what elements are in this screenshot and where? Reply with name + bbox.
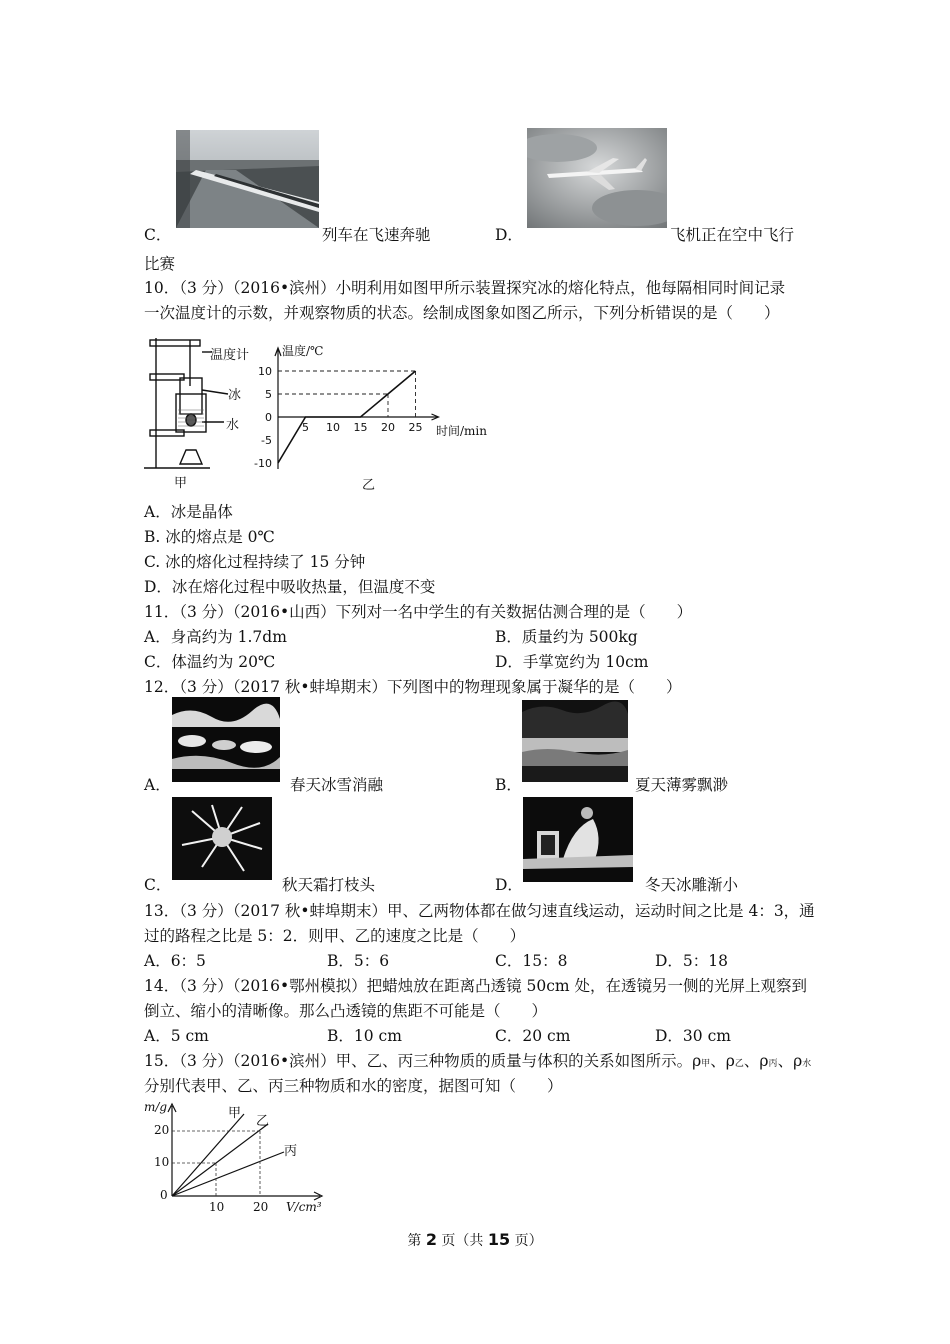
q14-option-b: B．10 cm bbox=[327, 1027, 402, 1045]
q10-option-d: D．冰在熔化过程中吸收热量，但温度不变 bbox=[144, 578, 436, 596]
frost-branch-photo bbox=[172, 797, 272, 880]
ice-label: 冰 bbox=[228, 388, 242, 403]
q11-option-a: A．身高约为 1.7dm bbox=[144, 628, 287, 646]
q9-option-c-caption: 列车在飞速奔驰 bbox=[322, 226, 431, 244]
q10-stem-line2: 一次温度计的示数，并观察物质的状态。绘制成图象如图乙所示，下列分析错误的是（ ） bbox=[144, 304, 780, 322]
x-axis-label: 时间/min bbox=[436, 424, 487, 438]
x-tick-label: 15 bbox=[353, 421, 368, 434]
q12-option-c-label: C． bbox=[144, 876, 172, 894]
q12-option-d-label: D． bbox=[495, 876, 523, 894]
x-tick-label: 20 bbox=[381, 421, 395, 434]
line-label-yi: 乙 bbox=[256, 1114, 270, 1129]
q13-option-a: A．6：5 bbox=[144, 952, 206, 970]
rho-bing: ρ丙 bbox=[759, 1052, 778, 1070]
q14-option-a: A．5 cm bbox=[144, 1027, 209, 1045]
rho-jia: ρ甲 bbox=[692, 1052, 711, 1070]
q15-stem-text: 15．（3 分）（2016•滨州）甲、乙、丙三种物质的质量与体积的关系如图所示。 bbox=[144, 1052, 693, 1070]
q10-option-a: A．冰是晶体 bbox=[144, 503, 233, 521]
q15-mass-volume-figure bbox=[140, 1100, 340, 1220]
q11-option-c: C．体温约为 20℃ bbox=[144, 653, 276, 671]
q14-option-d: D．30 cm bbox=[655, 1027, 731, 1045]
airplane-photo bbox=[527, 128, 667, 228]
thermometer-label: 温度计 bbox=[210, 348, 250, 363]
q9-caption-continuation: 比赛 bbox=[144, 255, 176, 273]
line-label-jia: 甲 bbox=[228, 1106, 242, 1121]
q14-option-c: C．20 cm bbox=[495, 1027, 571, 1045]
line-label-bing: 丙 bbox=[284, 1144, 298, 1159]
y-tick-label: -10 bbox=[254, 457, 272, 470]
q13-stem-line1: 13．（3 分）（2017 秋•蚌埠期末）甲、乙两物体都在做匀速直线运动，运动时间之比是 4：3，通 bbox=[144, 902, 815, 920]
q15-stem-line1: 15．（3 分）（2016•滨州）甲、乙、丙三种物质的质量与体积的关系如图所示。ρ甲、ρ乙、ρ丙、ρ水 bbox=[144, 1052, 812, 1070]
water-label: 水 bbox=[226, 418, 240, 433]
q11-option-b: B．质量约为 500kg bbox=[495, 628, 638, 646]
train-photo bbox=[176, 130, 319, 228]
page-total: 15 bbox=[487, 1230, 511, 1249]
rho-yi: ρ乙 bbox=[725, 1052, 744, 1070]
q10-stem-line1: 10．（3 分）（2016•滨州）小明利用如图甲所示装置探究冰的熔化特点，他每隔相同时间记录 bbox=[144, 279, 786, 297]
q14-stem-line2: 倒立、缩小的清晰像。那么凸透镜的焦距不可能是（ ） bbox=[144, 1002, 548, 1020]
y-tick-label: 10 bbox=[258, 365, 272, 378]
q12-option-a-label: A． bbox=[144, 776, 171, 794]
q9-option-d-caption: 飞机正在空中飞行 bbox=[670, 226, 795, 244]
y-axis-label: 温度/℃ bbox=[282, 344, 324, 358]
q13-stem-line2: 过的路程之比是 5：2．则甲、乙的速度之比是（ ） bbox=[144, 927, 526, 945]
x-tick-label: 25 bbox=[408, 421, 423, 434]
q15-stem-line2: 分别代表甲、乙、丙三种物质和水的密度，据图可知（ ） bbox=[144, 1077, 563, 1095]
x-tick-10: 10 bbox=[209, 1200, 225, 1214]
mist-photo bbox=[522, 700, 628, 782]
y-tick-label: -5 bbox=[261, 434, 272, 447]
q11-option-d: D．手掌宽约为 10cm bbox=[495, 653, 649, 671]
q12-option-a-caption: 春天冰雪消融 bbox=[290, 776, 384, 794]
x-tick-20: 20 bbox=[253, 1200, 269, 1214]
mass-axis-label: m/g bbox=[144, 1100, 168, 1114]
y-tick-20: 20 bbox=[154, 1123, 170, 1137]
q10-option-c: C. 冰的熔化过程持续了 15 分钟 bbox=[144, 553, 366, 571]
q11-stem: 11．（3 分）（2016•山西）下列对一名中学生的有关数据估测合理的是（ ） bbox=[144, 603, 693, 621]
snow-melting-photo bbox=[172, 697, 280, 782]
y-tick-label: 0 bbox=[265, 411, 272, 424]
page-number: 2 bbox=[425, 1230, 437, 1249]
ice-sculpture-photo bbox=[523, 797, 633, 882]
q12-option-b-label: B． bbox=[495, 776, 522, 794]
y-tick-label: 5 bbox=[265, 388, 272, 401]
figure-jia-label: 甲 bbox=[174, 476, 188, 491]
q12-option-c-caption: 秋天霜打枝头 bbox=[282, 876, 376, 894]
q9-option-c-label: C． bbox=[144, 226, 172, 244]
page-footer: 第 2 页（共 15 页） bbox=[407, 1230, 543, 1249]
x-tick-label: 5 bbox=[302, 421, 309, 434]
q13-option-b: B．5：6 bbox=[327, 952, 390, 970]
q14-stem-line1: 14．（3 分）（2016•鄂州模拟）把蜡烛放在距离凸透镜 50cm 处，在透镜另一侧的光屏上观察到 bbox=[144, 977, 808, 995]
q12-option-d-caption: 冬天冰雕渐小 bbox=[645, 876, 739, 894]
y-tick-0: 0 bbox=[160, 1188, 168, 1202]
y-tick-10: 10 bbox=[154, 1155, 170, 1169]
q9-option-d-label: D． bbox=[495, 226, 523, 244]
x-tick-label: 10 bbox=[326, 421, 340, 434]
q13-option-d: D．5：18 bbox=[655, 952, 729, 970]
q10-option-b: B. 冰的熔点是 0℃ bbox=[144, 528, 275, 546]
rho-water: ρ水 bbox=[793, 1052, 812, 1070]
volume-axis-label: V/cm³ bbox=[286, 1200, 322, 1214]
melting-curve-chart bbox=[252, 342, 482, 492]
q12-stem: 12．（3 分）（2017 秋•蚌埠期末）下列图中的物理现象属于凝华的是（ ） bbox=[144, 678, 682, 696]
q12-option-b-caption: 夏天薄雾飘渺 bbox=[635, 776, 729, 794]
q10-figure bbox=[140, 334, 500, 494]
figure-yi-label: 乙 bbox=[362, 478, 376, 493]
q13-option-c: C．15：8 bbox=[495, 952, 568, 970]
